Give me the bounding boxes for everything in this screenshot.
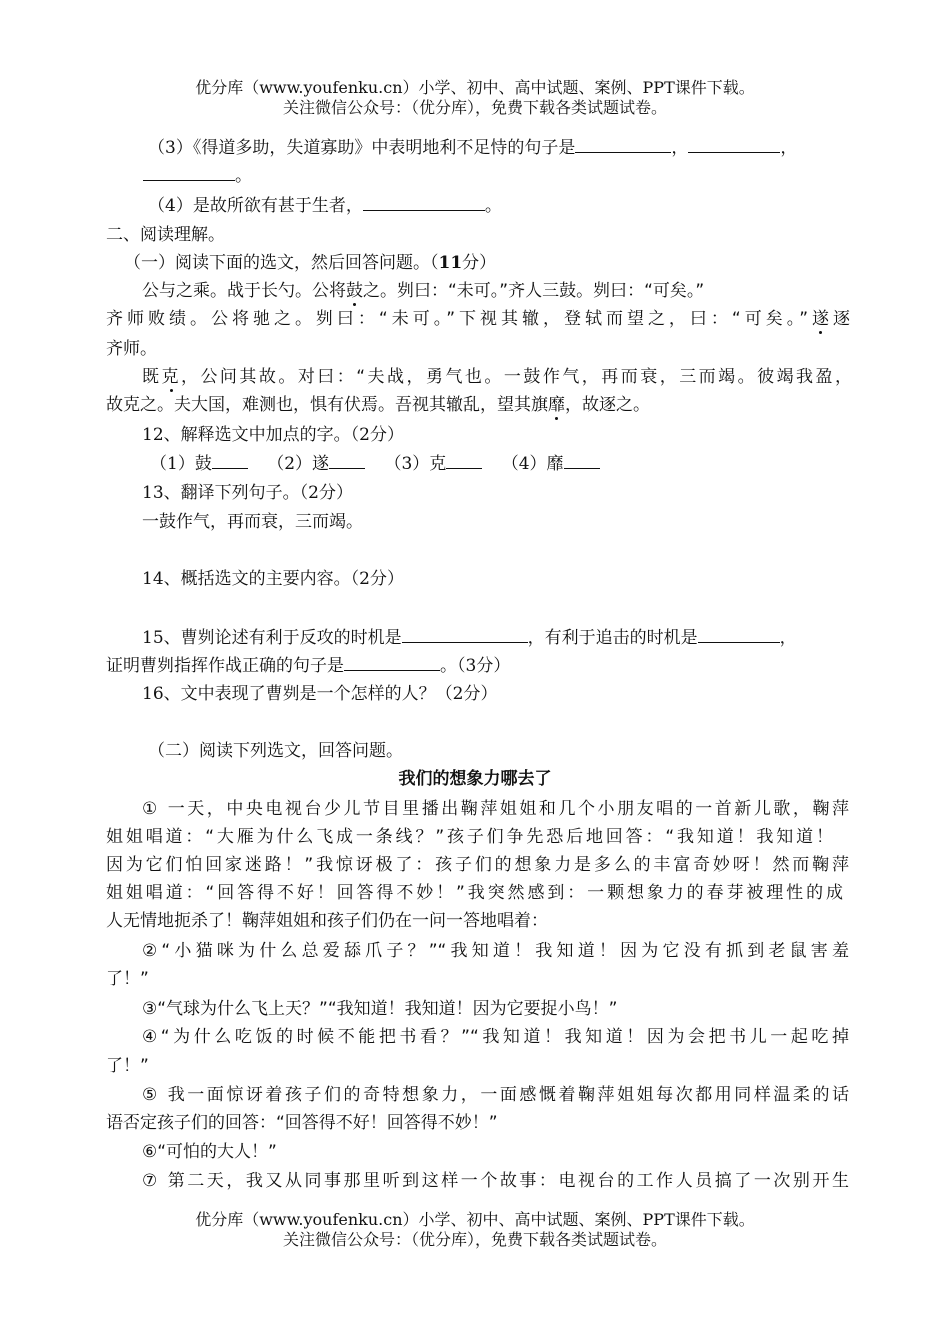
modern-line: ③“气球为什么飞上天？”“我知道！我知道！因为它要捉小鸟！” [142,999,618,1019]
modern-line: 人无情地扼杀了！鞠萍姐姐和孩子们仍在一问一答地唱着： [106,911,548,931]
modern-line: ⑤ 我一面惊讶着孩子们的奇特想象力，一面感慨着鞠萍姐姐每次都用同样温柔的话 [142,1085,849,1105]
answer-blank[interactable] [402,626,528,643]
question-4-text: （4）是故所欲有甚于生者， [148,196,363,216]
classical-para-2-line-2: 故克之。夫大国，难测也，惧有伏焉。吾视其辙乱，望其旗靡，故逐之。 [106,395,650,415]
modern-line: ① 一天，中央电视台少儿节目里播出鞠萍姐姐和几个小朋友唱的一首新儿歌，鞠萍 [142,799,849,819]
footer-line-1: 优分库（www.youfenku.cn）小学、初中、高中试题、案例、PPT课件下载。 [195,1210,755,1229]
answer-blank[interactable] [329,452,365,469]
modern-line: ⑦ 第二天，我又从同事那里听到这样一个故事：电视台的工作人员搞了一次别开生 [142,1171,849,1191]
modern-line: 姐姐唱道：“回答得不好！回答得不妙！”我突然感到：一颗想象力的春芽被理性的成 [106,883,843,903]
modern-line: 姐姐唱道：“大雁为什么飞成一条线？”孩子们争先恐后地回答：“我知道！我知道！ [106,827,833,847]
answer-blank[interactable] [575,136,671,153]
header-line-1: 优分库（www.youfenku.cn）小学、初中、高中试题、案例、PPT课件下载。 [195,78,755,97]
question-14: 14、概括选文的主要内容。（2分） [142,569,404,589]
dotted-char: 鼓 [346,281,363,301]
modern-line: 因为它们怕回家迷路！”我惊讶极了：孩子们的想象力是多么的丰富奇妙呀！然而鞠萍 [106,855,849,875]
answer-blank[interactable] [143,164,235,181]
article-title: 我们的想象力哪去了 [398,769,552,789]
answer-blank[interactable] [698,626,780,643]
modern-line: 了！” [106,969,149,989]
question-15-line-1: 15、曹刿论述有利于反攻的时机是 ，有利于追击的时机是 ， [142,628,797,648]
question-13-sentence: 一鼓作气，再而衰，三而竭。 [142,512,363,532]
modern-line: ④“为什么吃饭的时候不能把书看？”“我知道！我知道！因为会把书儿一起吃掉 [142,1027,849,1047]
dotted-char: 靡 [548,395,565,415]
answer-blank[interactable] [446,452,482,469]
question-13: 13、翻译下列句子。（2分） [142,483,353,503]
answer-blank[interactable] [212,452,248,469]
dotted-char: 克 [161,367,181,387]
question-15-line-2: 证明曹刿指挥作战正确的句子是 。（3分） [106,656,511,676]
question-3-line: （3）《得道多助，失道寡助》中表明地利不足恃的句子是 ， ， [148,138,798,158]
dotted-char: 遂 [808,309,834,329]
header-line-2: 关注微信公众号：（优分库），免费下载各类试题试卷。 [282,98,667,117]
answer-blank[interactable] [363,194,485,211]
classical-para-1-line-1: 公与之乘。战于长勺。公将鼓之。刿曰：“未可。”齐人三鼓。刿曰：“可矣。” [142,281,705,301]
answer-blank[interactable] [344,654,440,671]
part-1-title: （一）阅读下面的选文，然后回答问题。（11分） [124,253,497,273]
classical-para-1-line-3: 齐师。 [106,339,157,359]
part-2-intro: （二）阅读下列选文，回答问题。 [148,741,403,761]
modern-line: 语否定孩子们的回答：“回答得不好！回答得不妙！” [106,1113,498,1133]
question-12-items: （1）鼓 （2）遂 （3）克 （4）靡 [150,452,600,475]
question-16: 16、文中表现了曹刿是一个怎样的人？（2分） [142,684,498,704]
modern-line: ②“小猫咪为什么总爱舔爪子？”“我知道！我知道！因为它没有抓到老鼠害羞 [142,941,849,961]
modern-line: 了！” [106,1056,149,1076]
answer-blank[interactable] [564,452,600,469]
classical-para-1-line-2: 齐师败绩。公将驰之。刿曰：“未可。”下视其辙，登轼而望之，曰：“可矣。”遂逐 [106,309,851,329]
footer-line-2: 关注微信公众号：（优分库），免费下载各类试题试卷。 [282,1230,667,1249]
classical-para-2-line-1: 既克，公问其故。对曰：“夫战，勇气也。一鼓作气，再而衰，三而竭。彼竭我盈， [142,367,853,387]
question-12: 12、解释选文中加点的字。（2分） [142,425,404,445]
question-4-line: （4）是故所欲有甚于生者， 。 [148,196,502,216]
question-3-text: （3）《得道多助，失道寡助》中表明地利不足恃的句子是 [148,138,576,158]
section-2-title: 二、阅读理解。 [106,225,225,245]
answer-blank[interactable] [688,136,780,153]
question-3-line-2: 。 [143,164,252,187]
modern-line: ⑥“可怕的大人！” [142,1142,277,1162]
